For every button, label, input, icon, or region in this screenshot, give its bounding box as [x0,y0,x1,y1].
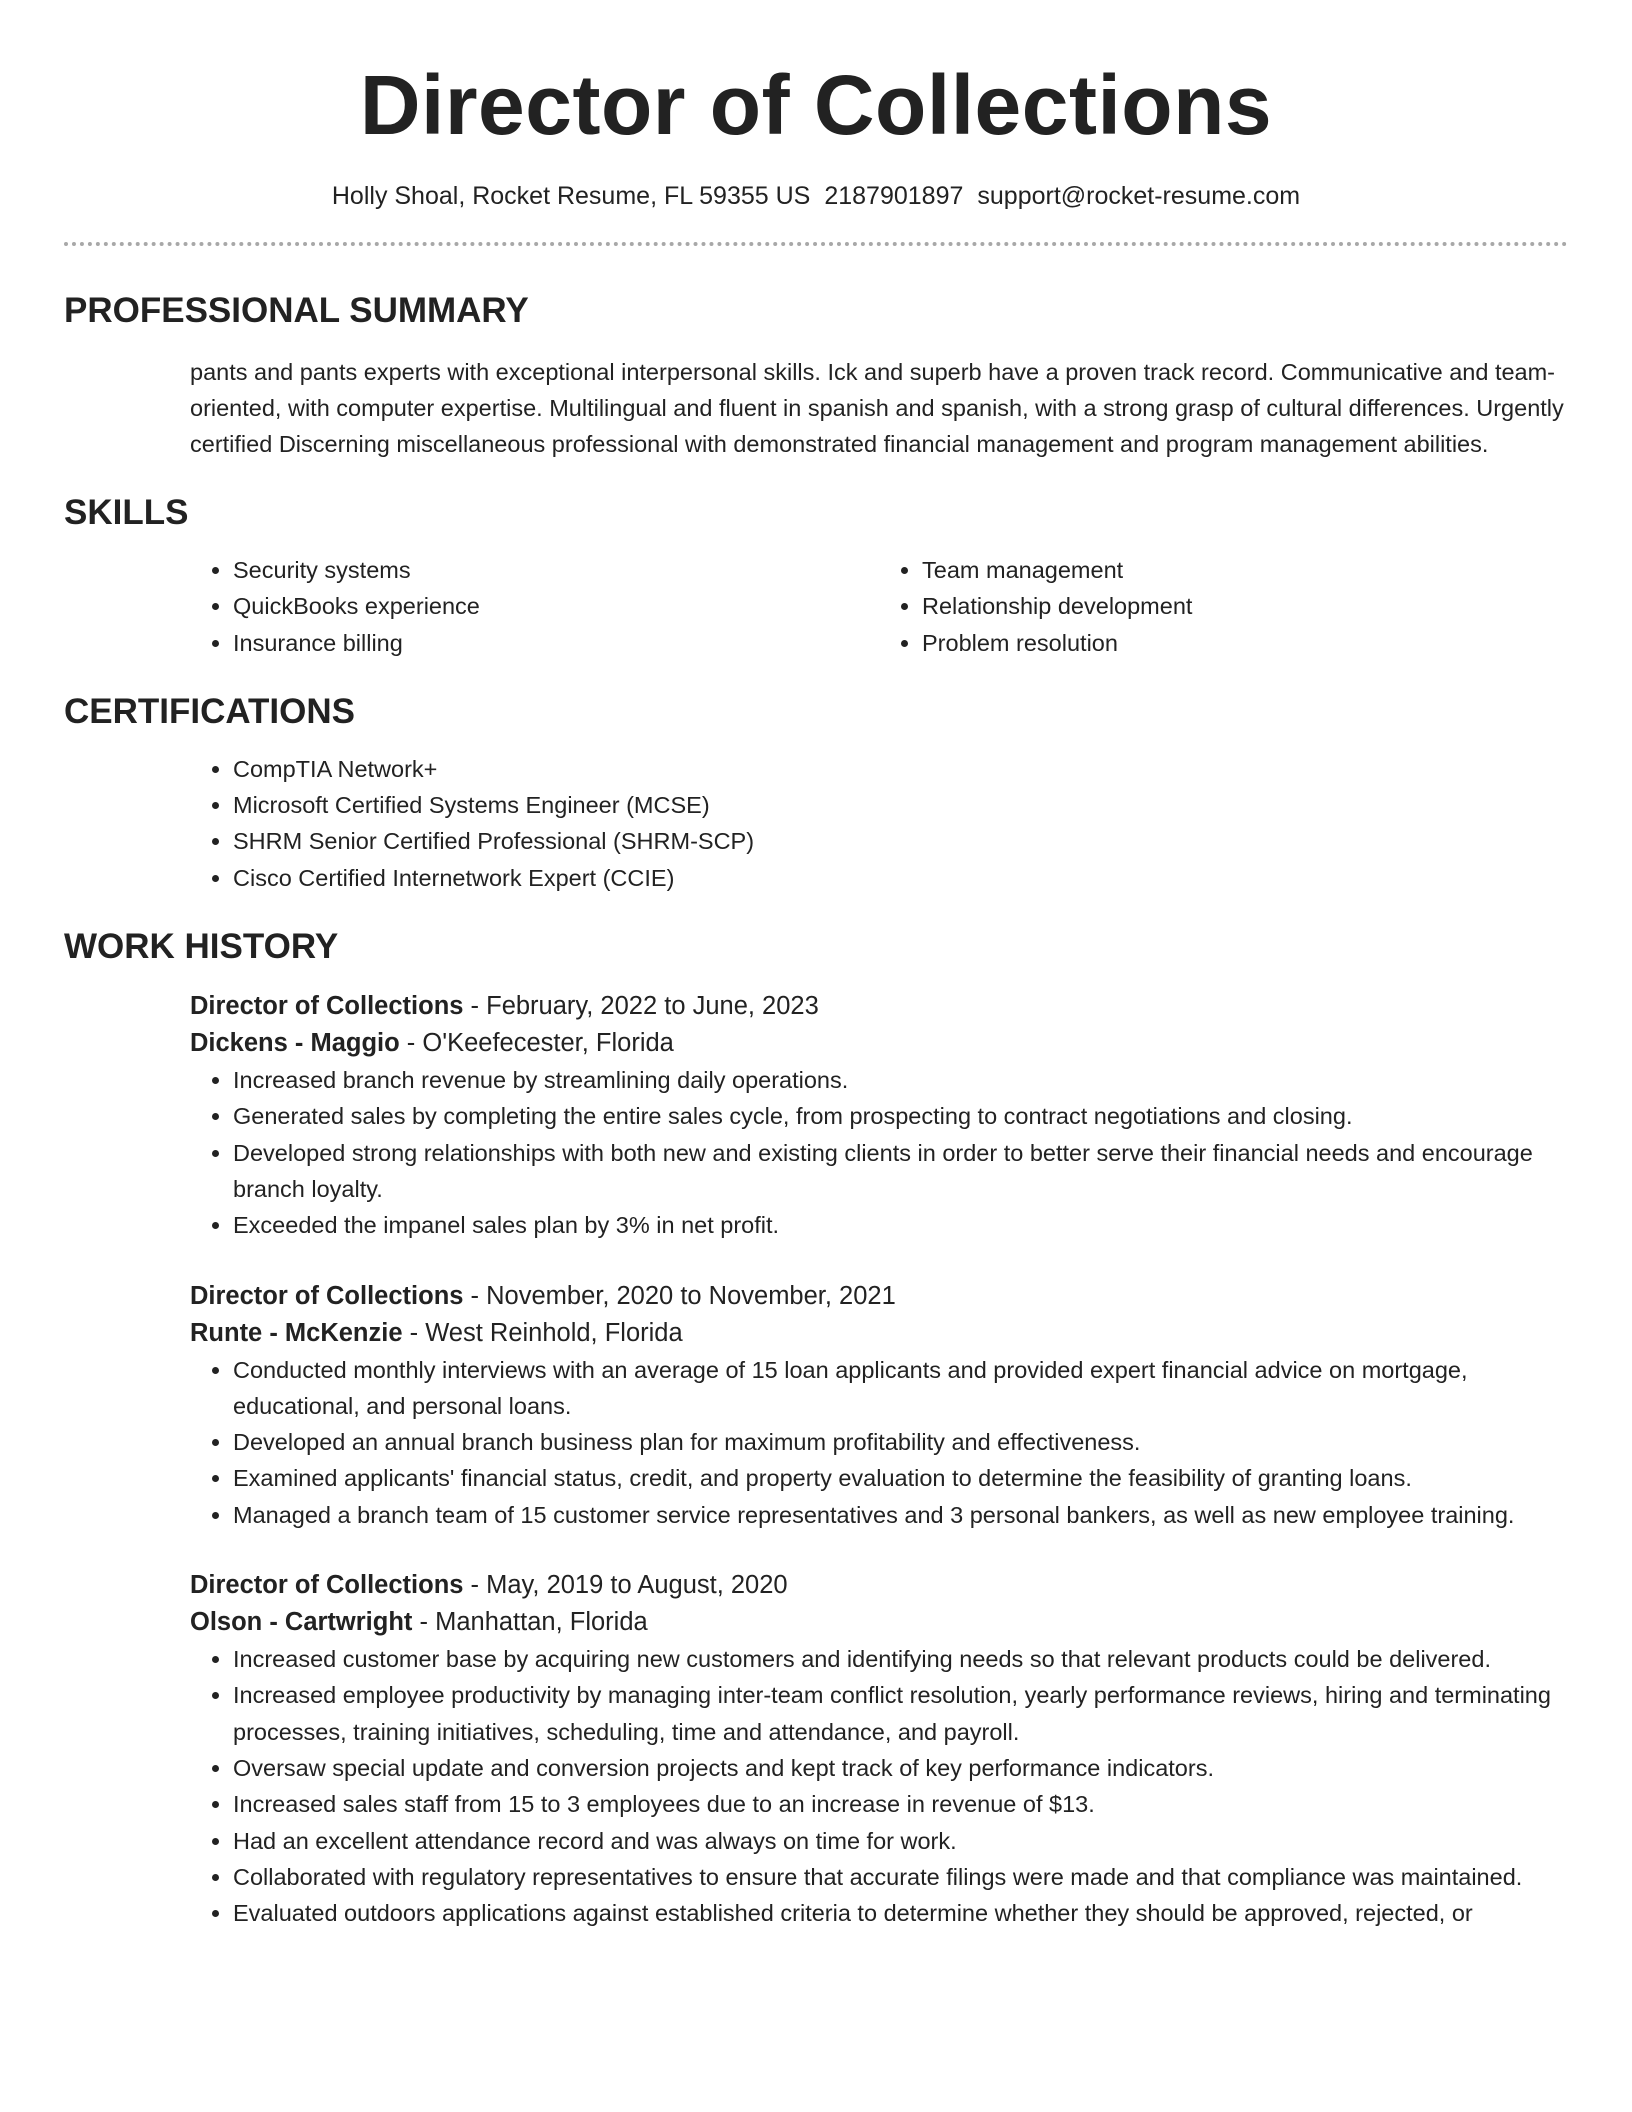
job-bullet: • Evaluated outdoors applications against established criteria to determine whether they should be approved, rejected, or [233,1895,1568,1931]
job-bullet: • Oversaw special update and conversion projects and kept track of key performance indicators. [233,1750,1568,1786]
job-bullet: • Had an excellent attendance record and was always on time for work. [233,1823,1568,1859]
job-bullet: • Increased sales staff from 15 to 3 employees due to an increase in revenue of $13. [233,1786,1568,1822]
skills-heading: SKILLS [64,493,189,532]
skills-list-right [879,552,1568,661]
certification-item: • Microsoft Certified Systems Engineer (MCSE) [233,787,1568,823]
job-bullet: • Generated sales by completing the entire sales cycle, from prospecting to contract negotiations and closing. [233,1098,1568,1134]
contact-line [64,180,1568,212]
skill-item: • Problem resolution [922,625,1568,661]
job-company: Runte - McKenzie [190,1318,403,1347]
summary-text: pants and pants experts with exceptional interpersonal skills. Ick and superb have a proven track record. Communicative and team-oriented, with computer expertise. Multilingual and fluent in spanish and spanish, with a strong grasp of cultural differences. Urgently certified Discerning miscellaneous professional with demonstrated financial management and program management abilities. [190,359,1564,457]
job-bullet: • Exceeded the impanel sales plan by 3% in net profit. [233,1207,1568,1243]
skill-item: • Team management [922,552,1568,588]
work-history-section [64,926,1568,1931]
certifications-section [64,691,1568,896]
job-bullet: • Increased branch revenue by streamlining daily operations. [233,1062,1568,1098]
contact-address: Holly Shoal, Rocket Resume, FL 59355 US [331,182,811,210]
contact-phone: 2187901897 [824,182,964,210]
job-company-line [190,1314,1568,1352]
job-bullets [190,1641,1568,1931]
job-location: - Manhattan, Florida [412,1608,648,1637]
skill-item: • Insurance billing [233,625,879,661]
skill-item: • Relationship development [922,588,1568,624]
job-bullet: • Managed a branch team of 15 customer service representatives and 3 personal bankers, as well as new employee training. [233,1497,1568,1533]
job-bullet: • Increased employee productivity by managing inter-team conflict resolution, yearly performance reviews, hiring and terminating processes, training initiatives, scheduling, time and attendance, and payroll. [233,1677,1568,1750]
certification-item: • Cisco Certified Internetwork Expert (CCIE) [233,860,1568,896]
job-entry [190,1278,1568,1533]
job-bullet: • Collaborated with regulatory representatives to ensure that accurate filings were made and that compliance was maintained. [233,1859,1568,1895]
job-company-line [190,1603,1568,1641]
skills-list-left [190,552,879,661]
job-dates: - February, 2022 to June, 2023 [463,992,819,1021]
job-company-line [190,1024,1568,1062]
job-location: - O'Keefecester, Florida [399,1029,674,1058]
job-bullets [190,1062,1568,1243]
job-bullets [190,1352,1568,1533]
job-entry [190,988,1568,1243]
job-company: Dickens - Maggio [190,1029,400,1058]
job-bullet: • Increased customer base by acquiring new customers and identifying needs so that relevant products could be delivered. [233,1641,1568,1677]
certifications-list [190,751,1568,896]
job-bullet: • Developed an annual branch business plan for maximum profitability and effectiveness. [233,1424,1568,1460]
skills-section [64,492,1568,661]
summary-section [64,290,1568,462]
header-divider [64,242,1568,246]
job-title-line [190,1278,1568,1314]
job-company: Olson - Cartwright [190,1608,413,1637]
job-role: Director of Collections [190,1281,464,1310]
job-dates: - November, 2020 to November, 2021 [463,1281,896,1310]
skill-item: • QuickBooks experience [233,588,879,624]
job-role: Director of Collections [190,1571,464,1600]
job-dates: - May, 2019 to August, 2020 [463,1571,788,1600]
summary-heading: PROFESSIONAL SUMMARY [64,291,529,330]
job-bullet: • Examined applicants' financial status, credit, and property evaluation to determine the feasibility of granting loans. [233,1460,1568,1496]
job-title-line [190,988,1568,1024]
resume-title: Director of Collections [359,58,1273,152]
certification-item: • SHRM Senior Certified Professional (SHRM-SCP) [233,823,1568,859]
job-bullet: • Developed strong relationships with both new and existing clients in order to better serve their financial needs and encourage branch loyalty. [233,1135,1568,1208]
job-bullet: • Conducted monthly interviews with an average of 15 loan applicants and provided expert financial advice on mortgage, educational, and personal loans. [233,1352,1568,1425]
skill-item: • Security systems [233,552,879,588]
job-location: - West Reinhold, Florida [402,1318,683,1347]
contact-email: support@rocket-resume.com [977,182,1301,210]
work-history-heading: WORK HISTORY [64,927,339,967]
resume-page [64,0,1568,1931]
job-title-line [190,1567,1568,1603]
certification-item: • CompTIA Network+ [233,751,1568,787]
job-entry [190,1567,1568,1931]
certifications-heading: CERTIFICATIONS [64,691,356,731]
job-role: Director of Collections [190,992,464,1021]
